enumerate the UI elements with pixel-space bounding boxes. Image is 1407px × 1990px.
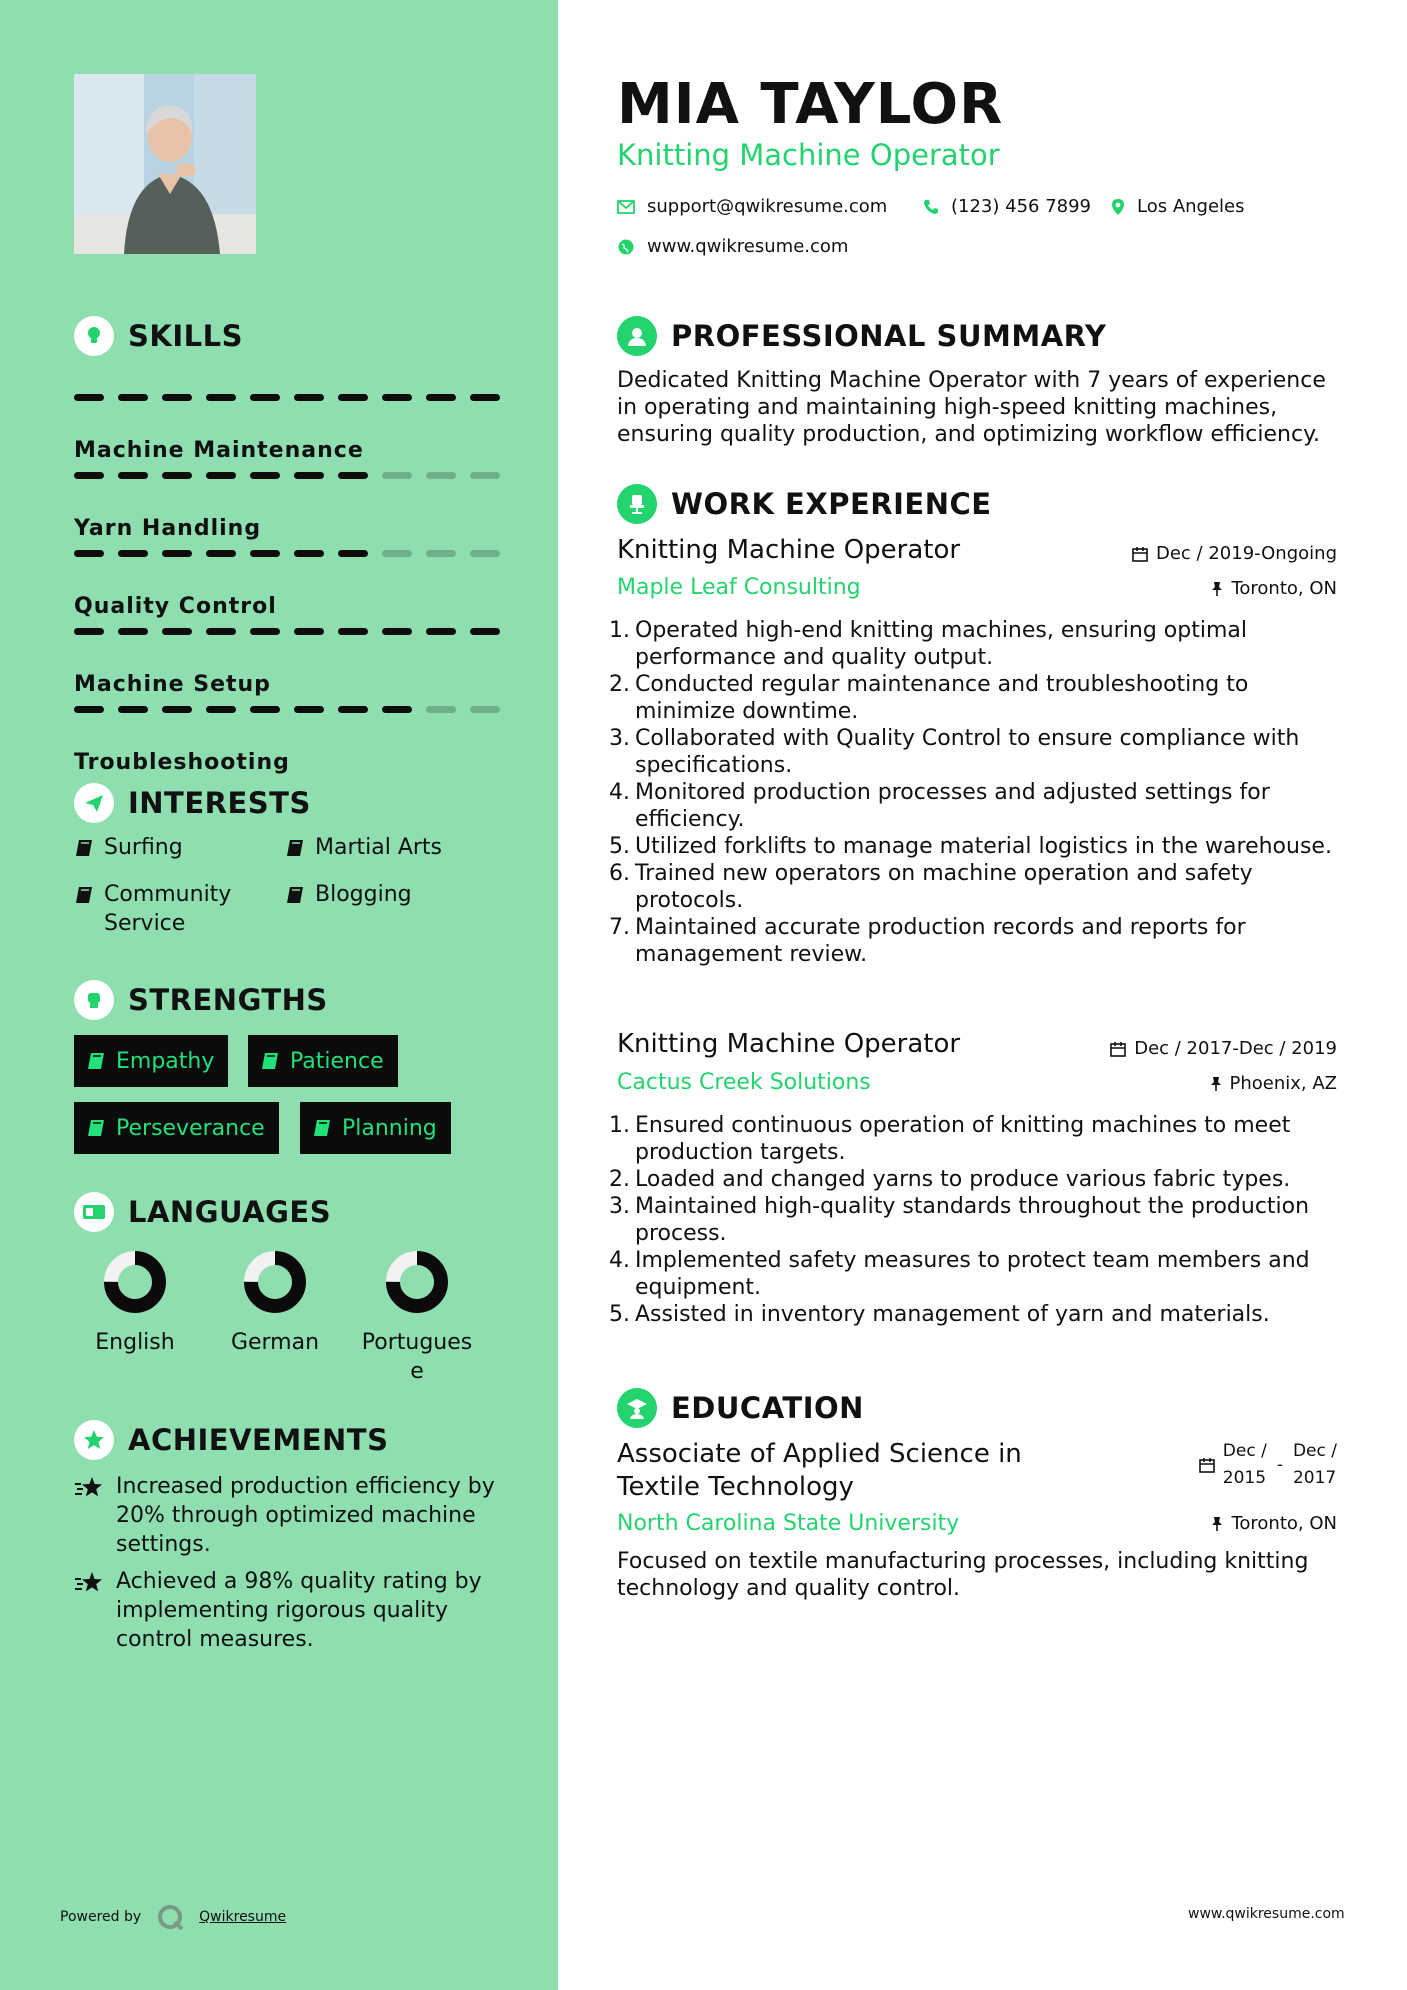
skill-level-segment bbox=[338, 472, 368, 479]
language-name: German bbox=[230, 1330, 320, 1355]
skills-title: SKILLS bbox=[128, 319, 243, 353]
skill-level-segment bbox=[74, 472, 104, 479]
skill-level-segment bbox=[426, 628, 456, 635]
lightbulb-icon bbox=[74, 316, 114, 356]
interest-item: Community Service bbox=[74, 880, 264, 938]
skill-level-segment bbox=[426, 550, 456, 557]
paper-plane-icon bbox=[74, 783, 114, 823]
skill-level-segment bbox=[294, 472, 324, 479]
skill-level-segment bbox=[294, 706, 324, 713]
strength-chip: Empathy bbox=[74, 1035, 228, 1087]
skill-level-segment bbox=[118, 706, 148, 713]
list-item: 3. Collaborated with Quality Control to ensure compliance with specifications. bbox=[609, 726, 1300, 778]
skill-level-bar bbox=[74, 550, 504, 557]
list-item: 2. Loaded and changed yarns to produce various fabric types. bbox=[609, 1167, 1291, 1192]
strength-chip: Perseverance bbox=[74, 1102, 279, 1154]
skill-name: Machine Setup bbox=[74, 672, 271, 697]
skill-level-segment bbox=[206, 550, 236, 557]
language-name: Portugues e bbox=[361, 1330, 473, 1384]
achievements-title: ACHIEVEMENTS bbox=[128, 1423, 389, 1457]
summary-text: Dedicated Knitting Machine Operator with 7 years of experience in operating and maintaining high-speed knitting machines, ensuring quality production, and optimizing workflow efficiency. bbox=[617, 368, 1326, 447]
globe-icon bbox=[617, 238, 635, 256]
strengths-title: STRENGTHS bbox=[128, 983, 328, 1017]
powered-by: Powered by Qwikresume bbox=[60, 1902, 286, 1932]
contact-email[interactable]: support@qwikresume.com bbox=[617, 196, 887, 217]
strengths-heading bbox=[74, 980, 328, 1020]
list-item: 7. Maintained accurate production records and reports for management review. bbox=[609, 915, 1246, 967]
envelope-icon bbox=[617, 200, 635, 214]
skill-level-segment bbox=[118, 472, 148, 479]
skill-name: Quality Control bbox=[74, 594, 277, 619]
skill-level-segment bbox=[382, 394, 412, 401]
calendar-icon bbox=[1110, 1041, 1126, 1057]
skill-level-segment bbox=[470, 628, 500, 635]
profile-photo bbox=[74, 74, 256, 254]
skill-level-segment bbox=[338, 550, 368, 557]
book-icon bbox=[86, 1118, 106, 1138]
school-name: North Carolina State University bbox=[617, 1511, 960, 1536]
phone-icon bbox=[923, 199, 939, 215]
skill-level-segment bbox=[162, 394, 192, 401]
skill-level-segment bbox=[250, 472, 280, 479]
strength-chip: Planning bbox=[300, 1102, 451, 1154]
job-title: Knitting Machine Operator bbox=[617, 535, 961, 565]
skill-level-segment bbox=[382, 628, 412, 635]
interests-title: INTERESTS bbox=[128, 786, 311, 820]
skill-level-segment bbox=[382, 706, 412, 713]
skill-level-segment bbox=[250, 628, 280, 635]
skill-name: Yarn Handling bbox=[74, 516, 262, 541]
list-item: 4. Monitored production processes and adjusted settings for efficiency. bbox=[609, 780, 1270, 832]
book-icon bbox=[74, 885, 94, 905]
education-date: Dec / 2015 - Dec / 2017 bbox=[1199, 1438, 1337, 1492]
skill-level-segment bbox=[118, 394, 148, 401]
skill-item bbox=[74, 600, 504, 697]
book-icon bbox=[285, 885, 305, 905]
education-description: Focused on textile manufacturing processes, including knitting technology and quality control. bbox=[617, 1549, 1309, 1601]
calendar-icon bbox=[1199, 1457, 1215, 1473]
skill-level-segment bbox=[426, 394, 456, 401]
skill-level-segment bbox=[162, 550, 192, 557]
skill-level-segment bbox=[426, 472, 456, 479]
language-level-donut bbox=[103, 1250, 167, 1314]
list-item: 1. Operated high-end knitting machines, ensuring optimal performance and quality output. bbox=[609, 618, 1247, 670]
interest-item: Surfing bbox=[74, 833, 183, 862]
fist-icon bbox=[74, 980, 114, 1020]
skill-level-bar bbox=[74, 706, 504, 713]
contact-phone[interactable]: (123) 456 7899 bbox=[923, 196, 1091, 217]
skill-level-segment bbox=[74, 628, 104, 635]
skill-item bbox=[74, 678, 504, 775]
language-name: English bbox=[95, 1330, 175, 1355]
list-item: 4. Implemented safety measures to protect team members and equipment. bbox=[609, 1248, 1310, 1300]
skill-level-segment bbox=[250, 394, 280, 401]
contact-website[interactable]: www.qwikresume.com bbox=[617, 236, 848, 257]
qwikresume-logo-icon bbox=[155, 1902, 185, 1932]
achievement-item: Increased production efficiency by 20% through optimized machine settings. bbox=[74, 1472, 504, 1559]
strength-chip: Patience bbox=[248, 1035, 398, 1087]
degree-title: Associate of Applied Science in Textile Technology bbox=[617, 1439, 1022, 1502]
skill-level-segment bbox=[470, 394, 500, 401]
map-pin-icon bbox=[1111, 198, 1125, 216]
experience-title: WORK EXPERIENCE bbox=[671, 487, 992, 521]
experience-heading bbox=[617, 484, 992, 524]
skill-level-segment bbox=[338, 394, 368, 401]
skills-heading bbox=[74, 316, 243, 356]
book-icon bbox=[312, 1118, 332, 1138]
skill-level-segment bbox=[250, 550, 280, 557]
job-title: Knitting Machine Operator bbox=[617, 1029, 961, 1059]
skill-item bbox=[74, 444, 504, 541]
skill-name: Machine Maintenance bbox=[74, 438, 364, 463]
skill-level-segment bbox=[74, 550, 104, 557]
office-chair-icon bbox=[617, 484, 657, 524]
language-item bbox=[210, 1250, 340, 1357]
calendar-icon bbox=[1132, 546, 1148, 562]
skill-level-segment bbox=[206, 394, 236, 401]
skill-level-segment bbox=[162, 628, 192, 635]
pushpin-icon bbox=[1211, 1516, 1223, 1532]
list-item: 2. Conducted regular maintenance and troubleshooting to minimize downtime. bbox=[609, 672, 1249, 724]
skill-level-segment bbox=[382, 550, 412, 557]
language-icon bbox=[74, 1192, 114, 1232]
skill-item bbox=[74, 522, 504, 619]
skill-level-segment bbox=[470, 472, 500, 479]
user-icon bbox=[617, 316, 657, 356]
skill-level-segment bbox=[206, 706, 236, 713]
book-icon bbox=[74, 838, 94, 858]
candidate-name: MIA TAYLOR bbox=[617, 72, 1004, 137]
star-badge-icon bbox=[74, 1420, 114, 1460]
summary-heading bbox=[617, 316, 1106, 356]
candidate-role: Knitting Machine Operator bbox=[617, 138, 1000, 172]
skill-level-segment bbox=[294, 550, 324, 557]
book-icon bbox=[260, 1051, 280, 1071]
job-date: Dec / 2017-Dec / 2019 bbox=[1110, 1038, 1337, 1059]
job-company: Cactus Creek Solutions bbox=[617, 1070, 871, 1095]
skill-level-segment bbox=[206, 472, 236, 479]
skill-level-segment bbox=[74, 706, 104, 713]
interests-heading bbox=[74, 783, 311, 823]
summary-title: PROFESSIONAL SUMMARY bbox=[671, 319, 1107, 353]
skill-name: Troubleshooting bbox=[74, 750, 290, 775]
education-heading bbox=[617, 1388, 864, 1428]
skill-level-segment bbox=[250, 706, 280, 713]
job-company: Maple Leaf Consulting bbox=[617, 575, 861, 600]
skill-level-segment bbox=[294, 394, 324, 401]
footer-url[interactable]: www.qwikresume.com bbox=[1188, 1906, 1345, 1922]
achievement-item: Achieved a 98% quality rating by implementing rigorous quality control measures. bbox=[74, 1567, 504, 1654]
sidebar bbox=[0, 0, 558, 1990]
job-duties-list bbox=[609, 617, 1337, 968]
skill-level-segment bbox=[382, 472, 412, 479]
job-duties-list bbox=[609, 1112, 1337, 1328]
star-icon bbox=[74, 1476, 106, 1500]
skill-level-segment bbox=[338, 706, 368, 713]
list-item: 6. Trained new operators on machine operation and safety protocols. bbox=[609, 861, 1253, 913]
job-location: Toronto, ON bbox=[1211, 578, 1337, 599]
skill-level-segment bbox=[162, 472, 192, 479]
list-item: 1. Ensured continuous operation of knitting machines to meet production targets. bbox=[609, 1113, 1291, 1165]
education-title: EDUCATION bbox=[671, 1391, 864, 1425]
qwikresume-link[interactable]: Qwikresume bbox=[199, 1909, 287, 1925]
skill-level-segment bbox=[118, 550, 148, 557]
book-icon bbox=[86, 1051, 106, 1071]
list-item: 5. Utilized forklifts to manage material logistics in the warehouse. bbox=[609, 834, 1332, 859]
interest-item: Blogging bbox=[285, 880, 412, 909]
skill-level-segment bbox=[206, 628, 236, 635]
skill-level-segment bbox=[470, 706, 500, 713]
school-location: Toronto, ON bbox=[1211, 1513, 1337, 1534]
interest-item: Martial Arts bbox=[285, 833, 442, 862]
star-icon bbox=[74, 1571, 106, 1595]
skill-level-segment bbox=[426, 706, 456, 713]
language-level-donut bbox=[243, 1250, 307, 1314]
book-icon bbox=[285, 838, 305, 858]
skill-level-segment bbox=[294, 628, 324, 635]
skill-level-bar bbox=[74, 628, 504, 635]
language-item bbox=[70, 1250, 200, 1357]
skill-level-segment bbox=[162, 706, 192, 713]
skill-level-segment bbox=[338, 628, 368, 635]
graduate-icon bbox=[617, 1388, 657, 1428]
skill-item bbox=[74, 366, 504, 463]
languages-heading bbox=[74, 1192, 331, 1232]
pushpin-icon bbox=[1211, 581, 1223, 597]
list-item: 5. Assisted in inventory management of yarn and materials. bbox=[609, 1302, 1270, 1327]
list-item: 3. Maintained high-quality standards throughout the production process. bbox=[609, 1194, 1310, 1246]
job-date: Dec / 2019-Ongoing bbox=[1132, 543, 1337, 564]
job-location: Phoenix, AZ bbox=[1210, 1073, 1338, 1094]
contact-location: Los Angeles bbox=[1111, 196, 1245, 217]
skill-level-bar bbox=[74, 472, 504, 479]
skill-level-segment bbox=[74, 394, 104, 401]
skill-level-segment bbox=[118, 628, 148, 635]
languages-title: LANGUAGES bbox=[128, 1195, 332, 1229]
achievements-heading bbox=[74, 1420, 388, 1460]
pushpin-icon bbox=[1210, 1076, 1222, 1092]
language-item bbox=[352, 1250, 482, 1386]
language-level-donut bbox=[385, 1250, 449, 1314]
skill-level-bar bbox=[74, 394, 504, 401]
skill-level-segment bbox=[470, 550, 500, 557]
